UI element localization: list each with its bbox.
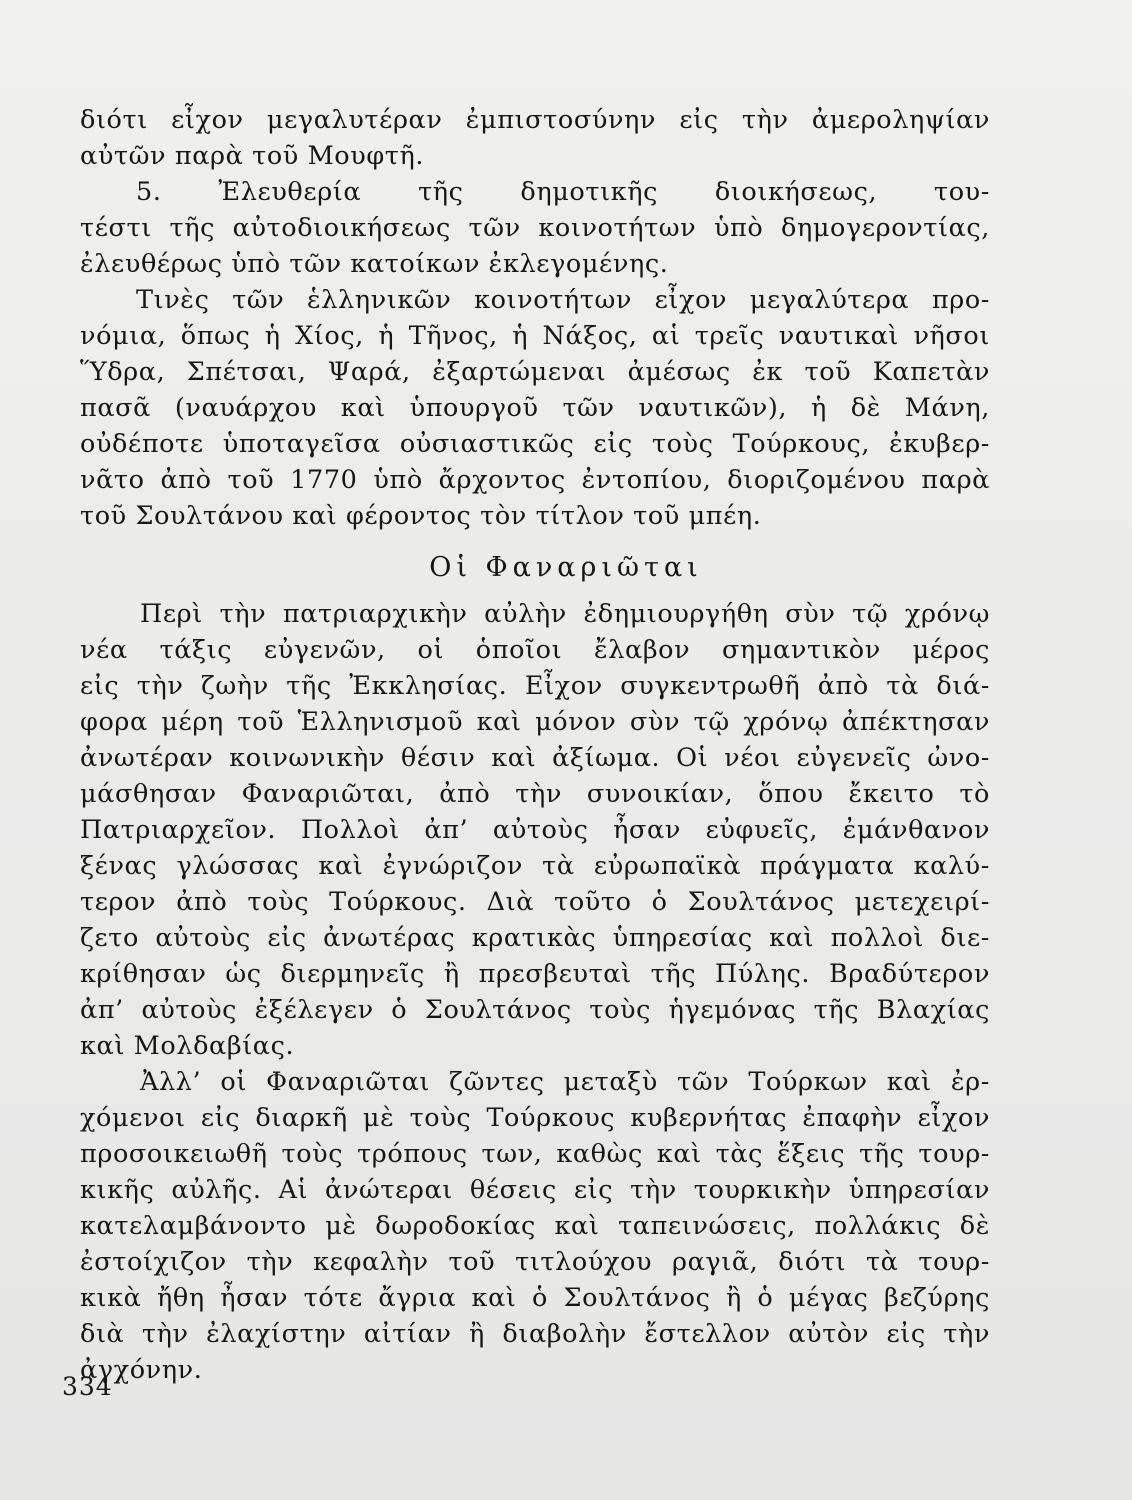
text-line: ἀγχόνην.: [80, 1355, 203, 1385]
text-line: ζετο αὐτοὺς εἰς ἀνωτέρας κρατικὰς ὑπηρεσίας καὶ πολλοὶ διε-: [80, 923, 990, 953]
text-line: ἀνωτέραν κοινωνικὴν θέσιν καὶ ἀξίωμα. Οἱ νέοι εὐγενεῖς ὠνο-: [80, 743, 990, 773]
text-line: κικὰ ἤθη ἦσαν τότε ἄγρια καὶ ὁ Σουλτάνος ἢ ὁ μέγας βεζύρης: [80, 1283, 990, 1313]
text-line: φορα μέρη τοῦ Ἑλληνισμοῦ καὶ μόνον σὺν τῷ χρόνῳ ἀπέκτησαν: [80, 707, 990, 737]
page-number: 334: [62, 1372, 113, 1401]
text-line: ἐλευθέρως ὑπὸ τῶν κατοίκων ἐκλεγομένης.: [80, 249, 669, 279]
text-line: νέα τάξις εὐγενῶν, οἱ ὁποῖοι ἔλαβον σημαντικὸν μέρος: [80, 635, 990, 665]
text-line: οὐδέποτε ὑποταγεῖσα οὐσιαστικῶς εἰς τοὺς Τούρκους, ἐκυβερ-: [80, 429, 990, 459]
text-line: κατελαμβάνοντο μὲ δωροδοκίας καὶ ταπεινώσεις, πολλάκις δὲ: [80, 1211, 990, 1241]
text-line: διότι εἶχον μεγαλυτέραν ἐμπιστοσύνην εἰς τὴν ἀμεροληψίαν: [80, 105, 990, 135]
text-line: μάσθησαν Φαναριῶται, ἀπὸ τὴν συνοικίαν, ὅπου ἔκειτο τὸ: [80, 779, 990, 809]
section-heading: Οἱ Φαναριῶται: [429, 552, 703, 583]
text-line: τερον ἀπὸ τοὺς Τούρκους. Διὰ τοῦτο ὁ Σουλτάνος μετεχειρί-: [80, 887, 990, 917]
text-line: εἰς τὴν ζωὴν τῆς Ἐκκλησίας. Εἶχον συγκεντρωθῆ ἀπὸ τὰ διά-: [80, 671, 990, 701]
text-line: Ὕδρα, Σπέτσαι, Ψαρά, ἐξαρτώμεναι ἀμέσως ἐκ τοῦ Καπετὰν: [80, 357, 990, 387]
paragraph-intro: [80, 102, 990, 534]
text-line: κρίθησαν ὡς διερμηνεῖς ἢ πρεσβευταὶ τῆς Πύλης. Βραδύτερον: [80, 959, 990, 989]
text-line: ξένας γλώσσας καὶ ἐγνώριζον τὰ εὐρωπαϊκὰ πράγματα καλύ-: [80, 851, 990, 881]
text-line: 5. Ἐλευθερία τῆς δημοτικῆς διοικήσεως, του-: [136, 177, 990, 207]
text-line: προσοικειωθῆ τοὺς τρόπους των, καθὼς καὶ τὰς ἕξεις τῆς τουρ-: [80, 1139, 990, 1169]
paragraph-phanariots: [80, 596, 990, 1064]
text-line: καὶ Μολδαβίας.: [80, 1031, 295, 1061]
text-line: Πατριαρχεῖον. Πολλοὶ ἀπ’ αὐτοὺς ἦσαν εὐφυεῖς, ἐμάνθανον: [80, 815, 990, 845]
text-line: τέστι τῆς αὐτοδιοικήσεως τῶν κοινοτήτων ὑπὸ δημογεροντίας,: [80, 213, 990, 243]
text-line: διὰ τὴν ἐλαχίστην αἰτίαν ἢ διαβολὴν ἔστελλον αὐτὸν εἰς τὴν: [80, 1319, 990, 1349]
text-line: πασᾶ (ναυάρχου καὶ ὑπουργοῦ τῶν ναυτικῶν), ἡ δὲ Μάνη,: [80, 393, 990, 423]
text-line: νόμια, ὅπως ἡ Χίος, ἡ Τῆνος, ἡ Νάξος, αἱ τρεῖς ναυτικαὶ νῆσοι: [80, 321, 990, 351]
text-line: ἀπ’ αὐτοὺς ἐξέλεγεν ὁ Σουλτάνος τοὺς ἡγεμόνας τῆς Βλαχίας: [80, 995, 990, 1025]
text-line: ἐστοίχιζον τὴν κεφαλὴν τοῦ τιτλούχου ραγιᾶ, διότι τὰ τουρ-: [80, 1247, 990, 1277]
text-line: αὐτῶν παρὰ τοῦ Μουφτῆ.: [80, 141, 425, 171]
paragraph-customs: [80, 1064, 990, 1388]
text-line: τοῦ Σουλτάνου καὶ φέροντος τὸν τίτλον τοῦ μπέη.: [80, 501, 762, 531]
text-line: Ἀλλ’ οἱ Φαναριῶται ζῶντες μεταξὺ τῶν Τούρκων καὶ ἐρ-: [140, 1067, 990, 1097]
text-line: κικῆς αὐλῆς. Αἱ ἀνώτεραι θέσεις εἰς τὴν τουρκικὴν ὑπηρεσίαν: [80, 1175, 990, 1205]
text-line: νᾶτο ἀπὸ τοῦ 1770 ὑπὸ ἄρχοντος ἐντοπίου, διοριζομένου παρὰ: [80, 465, 990, 495]
text-line: χόμενοι εἰς διαρκῆ μὲ τοὺς Τούρκους κυβερνήτας ἐπαφὴν εἶχον: [80, 1103, 990, 1133]
text-line: Τινὲς τῶν ἑλληνικῶν κοινοτήτων εἶχον μεγαλύτερα προ-: [136, 285, 990, 315]
text-line: Περὶ τὴν πατριαρχικὴν αὐλὴν ἐδημιουργήθη σὺν τῷ χρόνῳ: [140, 599, 990, 629]
